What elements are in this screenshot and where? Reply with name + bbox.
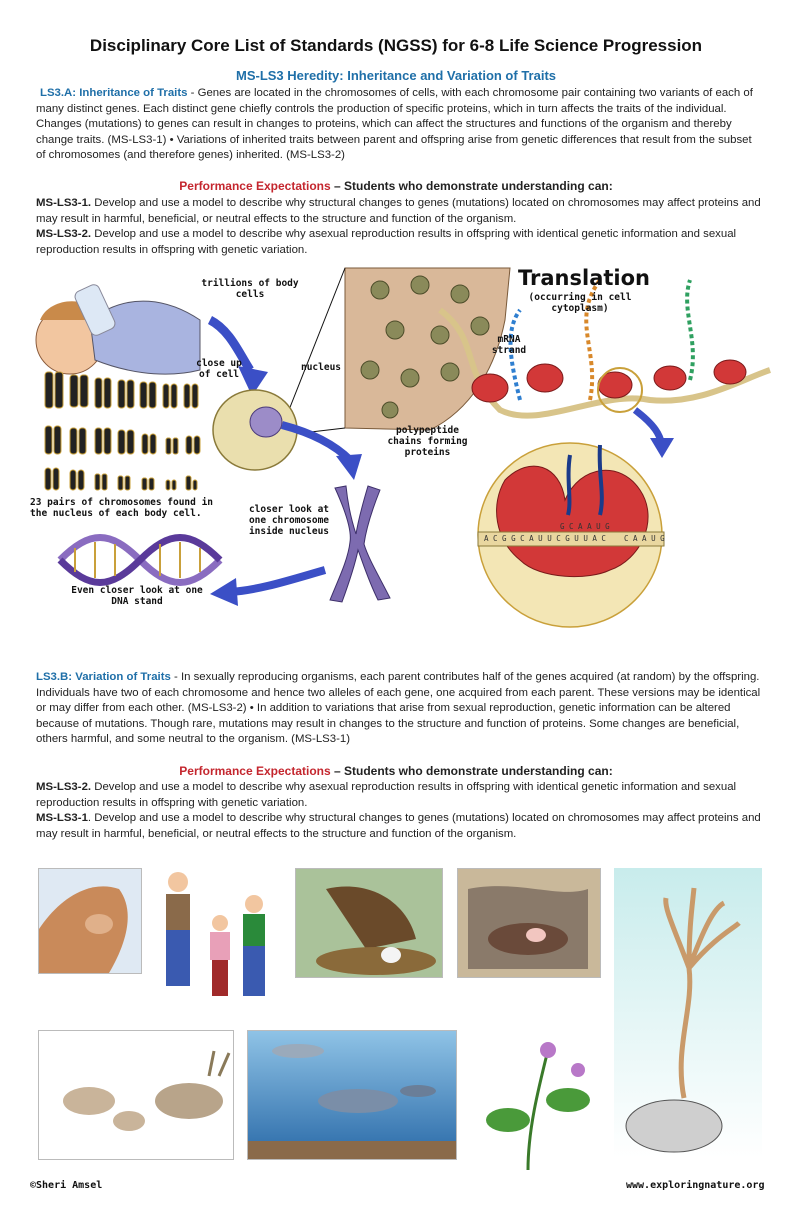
pe-a-item-text: Develop and use a model to describe why structural changes to genes (mutations) located on chromosomes may affect proteins and may result in harmful, beneficial, or neutral effects to the structure and function of the organism. bbox=[36, 197, 761, 225]
label-even-closer: Even closer look at one DNA stand bbox=[71, 585, 203, 607]
section-b-text: - In sexually reproducing organisms, each parent contributes half of the genes acquired (at random) by the offspring. Individuals have two of each chromosome and hence two alleles of each gene, one acquired from each parent. These versions may be identical or may differ from each other. (MS-LS3-2) • In addition to variations that arise from sexual reproduction, genetic information can be altered because of mutations. Though rare, mutations may result in changes to the structure and function of proteins. Some changes are beneficial, others harmful, and some neutral to the organism. (MS-LS3-1) bbox=[36, 671, 761, 745]
illustration-hydra bbox=[614, 868, 762, 1158]
section-b-heading: LS3.B: Variation of Traits bbox=[36, 671, 171, 683]
page-subtitle: MS-LS3 Heredity: Inheritance and Variation of Traits bbox=[235, 68, 557, 83]
dna-illustration bbox=[60, 538, 220, 583]
chromosome-illustration bbox=[330, 486, 390, 602]
label-nucleus: nucleus bbox=[300, 362, 342, 373]
label-trillions: trillions of body cells bbox=[201, 278, 299, 300]
illustration-plant bbox=[468, 1030, 606, 1170]
pe-a-item bbox=[36, 196, 766, 227]
karyotype-illustration bbox=[45, 372, 200, 490]
illustration-burrow bbox=[457, 868, 601, 978]
label-seq1: A C G G C A U U C G U U A C bbox=[484, 534, 606, 543]
pe-a-rest: – Students who demonstrate understanding can: bbox=[330, 179, 613, 193]
pe-a-label: Performance Expectations bbox=[179, 179, 331, 193]
baby-illustration bbox=[36, 283, 200, 374]
label-occurring: (occurring in cell cytoplasm) bbox=[528, 292, 632, 314]
label-polypeptide: polypeptide chains forming proteins bbox=[387, 425, 468, 458]
tissue-illustration bbox=[285, 268, 510, 435]
page-title: Disciplinary Core List of Standards (NGSS) for 6-8 Life Science Progression bbox=[89, 36, 703, 55]
pe-a-item-code: MS-LS3-1. bbox=[36, 197, 92, 209]
label-closer: closer look at one chromosome inside nucleus bbox=[248, 504, 330, 537]
label-mrna: mRNA strand bbox=[491, 334, 527, 356]
pe-b-item-text: Develop and use a model to describe why asexual reproduction results in offspring with identical genetic information and sexual reproduction results in offspring with genetic variation. bbox=[36, 781, 737, 809]
pe-b-item bbox=[36, 811, 766, 842]
illustration-kangaroo bbox=[38, 868, 142, 974]
pe-b-heading bbox=[0, 764, 792, 778]
pe-a-item bbox=[36, 227, 766, 258]
illustration-caribou bbox=[38, 1030, 234, 1160]
pe-a-heading bbox=[0, 179, 792, 193]
pe-b-list bbox=[36, 780, 766, 842]
label-seq2: G C A A U G bbox=[560, 522, 610, 531]
section-a-paragraph bbox=[36, 86, 762, 164]
cell-illustration bbox=[213, 390, 297, 470]
section-b-paragraph bbox=[36, 670, 764, 748]
pe-b-rest: – Students who demonstrate understanding can: bbox=[330, 764, 613, 778]
pe-b-item-text: . Develop and use a model to describe why structural changes to genes (mutations) located on chromosomes may affect proteins and may result in harmful, beneficial, or neutral effects to the structure and function of the organism. bbox=[36, 812, 761, 840]
label-closeup: close up of cell bbox=[196, 358, 242, 380]
pe-b-label: Performance Expectations bbox=[179, 764, 331, 778]
illustration-family bbox=[150, 868, 280, 1008]
section-a-heading: LS3.A: Inheritance of Traits bbox=[40, 87, 188, 99]
footer-url[interactable]: www.exploringnature.org bbox=[626, 1180, 765, 1191]
footer-copyright: ©Sheri Amsel bbox=[30, 1180, 103, 1191]
label-pairs: 23 pairs of chromosomes found in the nucleus of each body cell. bbox=[30, 497, 214, 519]
pe-b-item-code: MS-LS3-2. bbox=[36, 781, 92, 793]
pe-b-item bbox=[36, 780, 766, 811]
pe-b-item-code: MS-LS3-1 bbox=[36, 812, 88, 824]
section-a-text: - Genes are located in the chromosomes of cells, with each chromosome pair containing two variants of each of many distinct genes. Each distinct gene chiefly controls the production of specific proteins, which in turn affects the traits of the individual. Changes (mutations) to genes can result in changes to proteins, which can affect the structures and functions of the organism and thereby change traits. (MS-LS3-1) • Variations of inherited traits between parent and offspring arise from genetic differences that result from the subset of chromosomes (and therefore genes) inherited. (MS-LS3-2) bbox=[36, 87, 753, 161]
label-translation: Translation bbox=[518, 266, 650, 290]
pe-a-item-text: Develop and use a model to describe why asexual reproduction results in offspring with identical genetic information and sexual reproduction results in offspring with genetic variation. bbox=[36, 228, 737, 256]
illustration-ocean bbox=[247, 1030, 457, 1160]
pe-a-list bbox=[36, 196, 766, 258]
label-seq3: C A A U G bbox=[624, 534, 665, 543]
illustration-eagle-nest bbox=[295, 868, 443, 978]
pe-a-item-code: MS-LS3-2. bbox=[36, 228, 92, 240]
